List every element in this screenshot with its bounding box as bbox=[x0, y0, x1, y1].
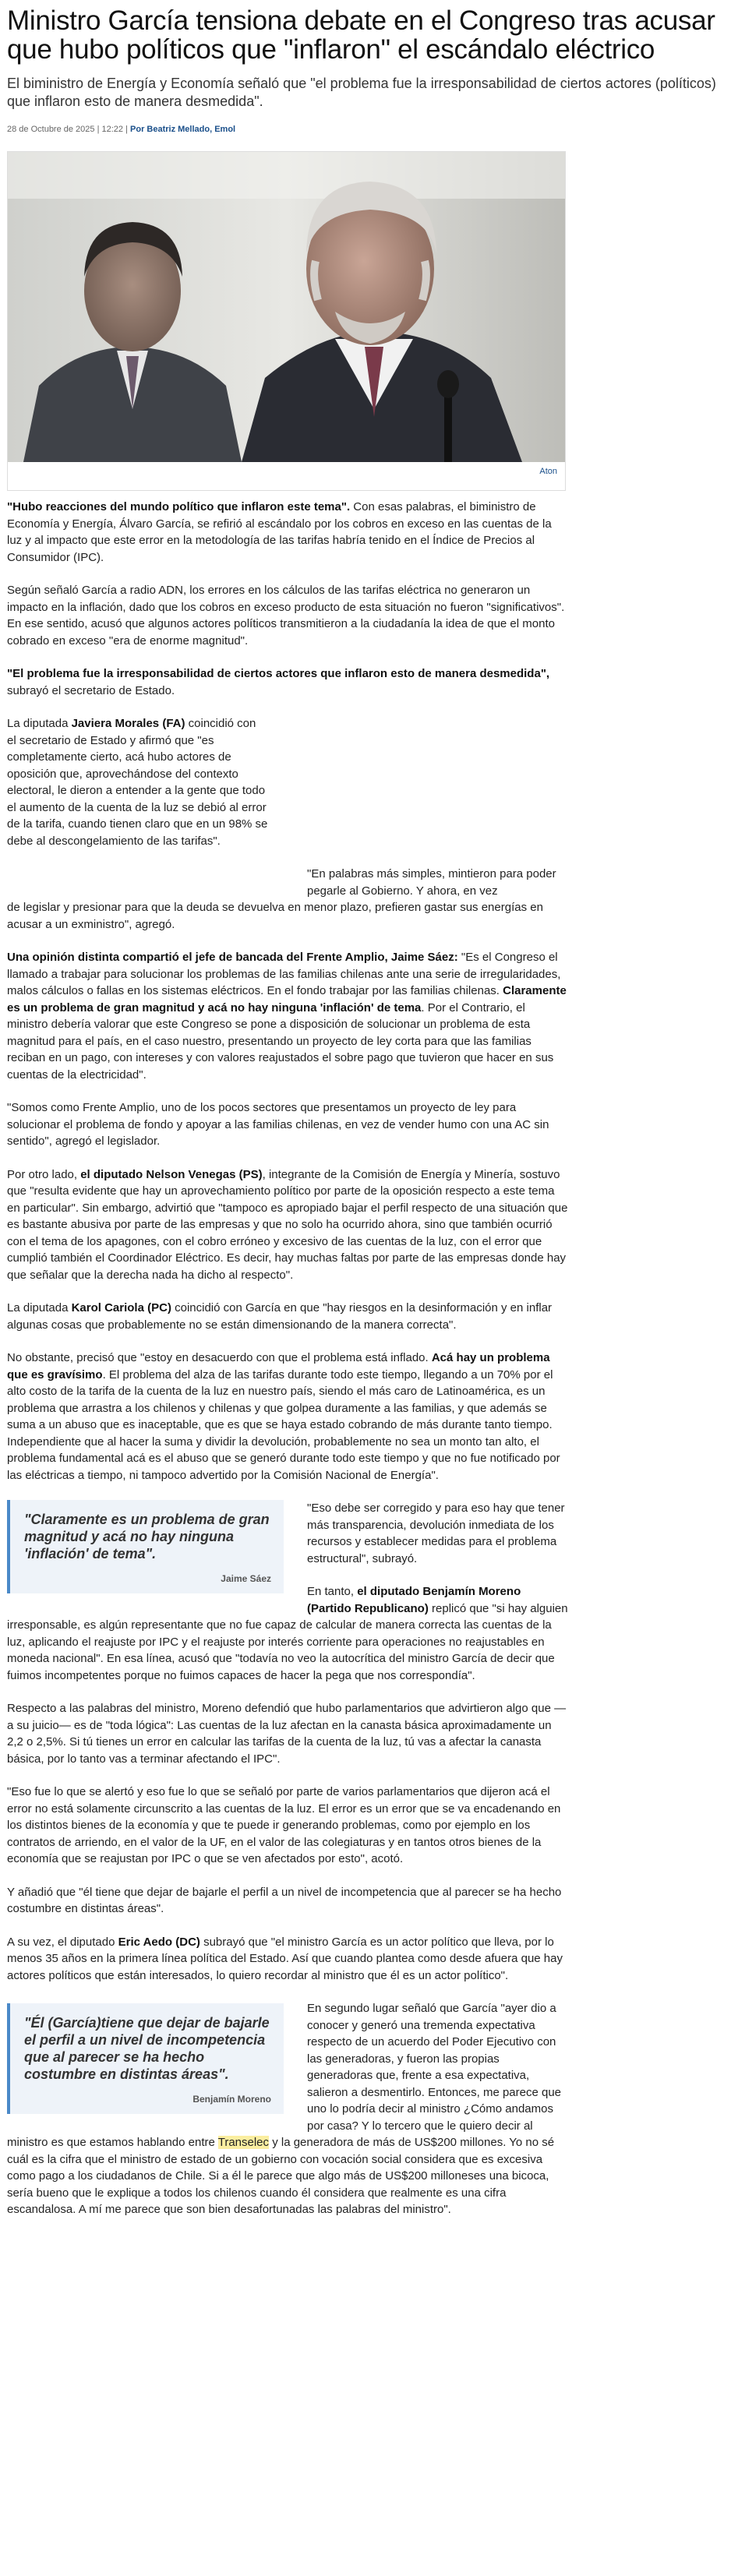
paragraph: Y añadió que "él tiene que dejar de bajarle el perfil a un nivel de incompetencia que al parecer se ha hecho costumbre en distintas áreas". bbox=[7, 1885, 562, 1915]
paragraph: La diputada Javiera Morales (FA) coincidió con el secretario de Estado y afirmó que "es completamente cierto, acá hubo actores de oposición que, aprovechándose del contexto electoral, le dieron a entender a la gente que todo el aumento de la cuenta de la luz se debió al error de la tarifa, cuando tienen claro que en un 98% se debe al descongelamiento de las tarifas". bbox=[7, 717, 268, 848]
author-link[interactable]: Por Beatriz Mellado, Emol bbox=[130, 125, 236, 134]
headline: Ministro García tensiona debate en el Congreso tras acusar que hubo políticos que "inflaron" el escándalo eléctrico bbox=[7, 5, 715, 65]
paragraph: Respecto a las palabras del ministro, Moreno defendió que hubo parlamentarios que advirtieron algo que —a su juicio— es de "toda lógica": Las cuentas de la luz afectan en la canasta básica aproximadamente un 2,2 o 2,5%. Si tú tienes un error en calcular las tarifas de la cuenta de la luz, tú vas a afectar la canasta básica, por lo tanto vas a terminar afectando el IPC". bbox=[7, 1702, 567, 1766]
paragraph: En tanto, el diputado Benjamín Moreno (Partido Republicano) replicó que "si hay alguien irresponsable, es algún representante que no fue capaz de calcular de manera correcta las cuentas de la luz, aplicando el reajuste por IPC y el reajuste por interés corriente para operaciones no reajustables en moneda nacional". En esa línea, acusó que "todavía no veo la autocrítica del ministro García de decir que fuimos incompetentes porque no fuimos capaces de hacer la pega que nos correspondía". bbox=[7, 1585, 568, 1682]
photo-credit: Aton bbox=[539, 467, 557, 476]
pull-quote-text: "Él (García)tiene que dejar de bajarle el perfil a un nivel de incompetencia que al parecer se ha hecho costumbre en distintas áreas". bbox=[24, 2015, 270, 2082]
pull-quote bbox=[7, 2003, 284, 2114]
article-body bbox=[7, 499, 568, 2235]
article bbox=[7, 6, 724, 2235]
pull-quote-text: "Claramente es un problema de gran magnitud y acá no hay ninguna 'inflación' de tema". bbox=[24, 1512, 270, 1561]
paragraph: A su vez, el diputado Eric Aedo (DC) subrayó que "el ministro García es un actor político que lleva, por lo menos 35 años en la primera línea política del Estado. Así que cuando plantea como desde afuera que hay actores políticos que están interesados, lo quiero recordar al ministro que él es un actor político". bbox=[7, 1935, 563, 1982]
paragraph: "El problema fue la irresponsabilidad de ciertos actores que inflaron esto de manera desmedida", subrayó el secretario de Estado. bbox=[7, 667, 550, 697]
paragraph: "Eso fue lo que se alertó y eso fue lo que se señaló por parte de varios parlamentarios que dijeron acá el error no está solamente circunscrito a las cuentas de la luz. El error es un error que se va encadenando en los distintos bienes de la economía y que te puede ir generando problemas, como por ejemplo en los contratos de arriendo, en el valor de la UF, en el valor de las colegiaturas y en tantos otros bienes de la economía que se reajustan por IPC o que se ven afectados por esto", acotó. bbox=[7, 1785, 561, 1865]
subheadline: El biministro de Energía y Economía señaló que "el problema fue la irresponsabilidad de ciertos actores (políticos) que inflaron esto de manera desmedida". bbox=[7, 76, 716, 109]
publish-date: 28 de Octubre de 2025 | 12:22 | bbox=[7, 125, 128, 134]
lead-photo bbox=[7, 151, 566, 491]
paragraph: No obstante, precisó que "estoy en desacuerdo con que el problema está inflado. Acá hay un problema que es gravísimo. El problema del alza de las tarifas durante todo este tiempo, llegando a un 70% por el alto costo de la tarifa de la cuenta de la luz en nuestro país, siendo el más caro de Latinoamérica, es un problema que arrastra a los chilenos y chilenas y que golpea duramente a las familias, y que además se suma a un abuso que es inaceptable, que es que se haya estado cobrando de más durante tanto tiempo. Independiente que al hacer la suma y dividir la devolución, probablemente no sea un monto tan alto, el problema fundamental acá es el abuso que se generó durante todo este tiempo y que no fue notificado por las eléctricas a tiempo, ni tampoco advertido por la Comisión Nacional de Energía". bbox=[7, 1351, 560, 1482]
pull-quote bbox=[7, 1500, 284, 1593]
paragraph: Una opinión distinta compartió el jefe de bancada del Frente Amplio, Jaime Sáez: "Es el Congreso el llamado a trabajar para solucionar los problemas de las familias chilenas ante una serie de irregularidades, malos cálculos o fallas en los sistemas eléctricos. En el fondo trabajar por las familias chilenas. Claramente es un problema de gran magnitud y acá no hay ninguna 'inflación' de tema. Por el Contrario, el ministro debería valorar que este Congreso se pone a disposición de solucionar un problema de esta magnitud para el país, en el caso nuestro, presentando un proyecto de ley corta para que las familias reciban en un pago, con intereses y con valores reajustados el sobre pago que tuvieron que hacer en sus cuentas de la electricidad". bbox=[7, 951, 567, 1082]
byline bbox=[7, 125, 724, 134]
highlighted-term[interactable]: Transelec bbox=[217, 2136, 270, 2149]
paragraph: En segundo lugar señaló que García "ayer dio a conocer y generó una tremenda expectativa respecto de un acuerdo del Poder Ejecutivo con las generadoras, y fueron las propias generadoras que, frente a esa expectativa, salieron a desmentirlo. Entonces, me parece que uno lo podría decir al ministro ¿Cómo andamos por casa? Y lo tercero que le quiero decir al ministro es que estamos hablando entre Transelec y la generadora de más de US$200 millones. Yo no sé cuál es la cifra que el ministro de estado de un gobierno con vocación social considera que es excesiva como pago a los ciudadanos de Chile. Si a él le parece que algo más de US$200 milloneses una bicoca, sería bueno que le explique a todos los chilenos cuando él considera que realmente es una cifra escandalosa. A mí me parece que son bien desafortunadas las palabras del ministro". bbox=[7, 2002, 562, 2216]
paragraph: Según señaló García a radio ADN, los errores en los cálculos de las tarifas eléctrica no generaron un impacto en la inflación, dado que los cobros en exceso producto de esta situación no fueron "significativos". En ese sentido, acusó que algunos actores políticos transmitieron a la ciudadanía la idea de que el monto cobrado en exceso "era de enorme magnitud". bbox=[7, 584, 565, 648]
pull-quote-attribution: Benjamín Moreno bbox=[192, 2094, 271, 2105]
lead-photo-image bbox=[8, 152, 565, 462]
pull-quote-attribution: Jaime Sáez bbox=[221, 1573, 271, 1584]
paragraph: "Somos como Frente Amplio, uno de los pocos sectores que presentamos un proyecto de ley para solucionar el problema de fondo y apoyar a las familias chilenas, en vez de vender humo con una AC sin sentido", agregó el legislador. bbox=[7, 1101, 549, 1148]
paragraph: "En palabras más simples, mintieron para poder pegarle al Gobierno. Y ahora, en vez de legislar y presionar para que la deuda se devuelva en menor plazo, prefieren gastar sus energías en acusar a un exministro", agregó. bbox=[7, 867, 556, 931]
paragraph: "Hubo reacciones del mundo político que inflaron este tema". Con esas palabras, el biministro de Economía y Energía, Álvaro García, se refirió al escándalo por los cobros en exceso en las cuentas de la luz y al impacto que este error en la metodología de las tarifas habría tenido en el Índice de Precios al Consumidor (IPC). bbox=[7, 500, 552, 564]
paragraph: Por otro lado, el diputado Nelson Venegas (PS), integrante de la Comisión de Energía y Minería, sostuvo que "resulta evidente que hay un aprovechamiento político por parte de la oposición respecto a este tema en particular". Sin embargo, advirtió que "tampoco es apropiado bajar el perfil respecto de una situación que es bastante abusiva por parte de las empresas y que no solo ha ocurrido ahora, sino que también ocurrió con el tema de los apagones, con el cobro erróneo y excesivo de las cuentas de la luz, con el error que cumplió también el Coordinador Eléctrico. Es decir, hay muchas faltas por parte de las empresas donde hay que señalar que la derecha nada ha dicho al respecto". bbox=[7, 1167, 568, 1282]
paragraph: La diputada Karol Cariola (PC) coincidió con García en que "hay riesgos en la desinformación y en inflar algunas cosas que probablemente no se están dimensionando de la manera correcta". bbox=[7, 1301, 553, 1332]
paragraph: "Eso debe ser corregido y para eso hay que tener más transparencia, devolución inmediata de los recursos y establecer medidas para el problema estructural", subrayó. bbox=[307, 1501, 565, 1565]
